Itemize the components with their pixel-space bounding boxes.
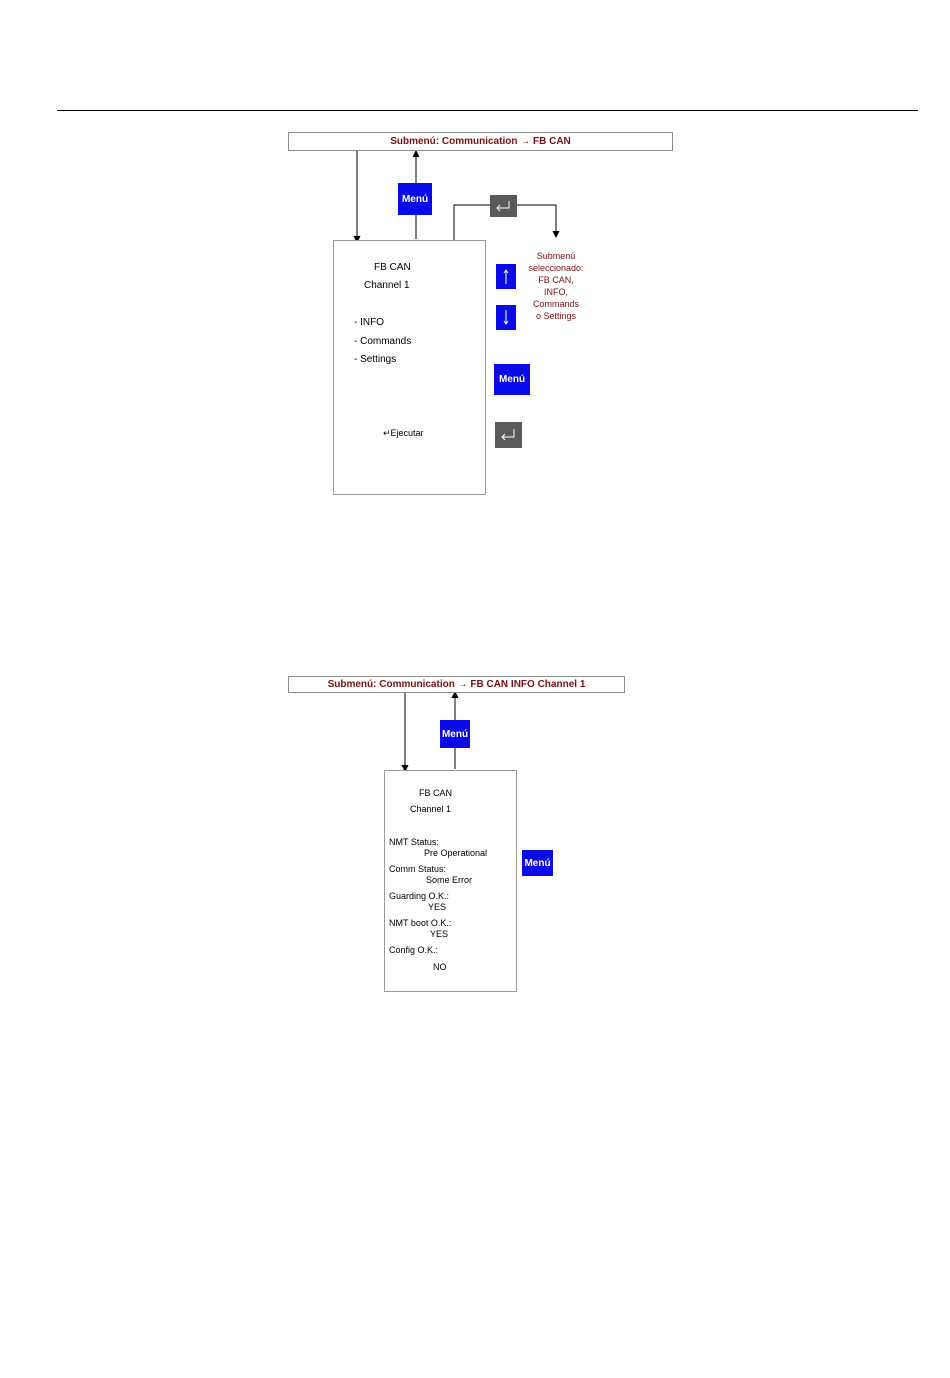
d2-field-value: Some Error [426, 875, 473, 885]
d2-field-value: YES [428, 902, 447, 912]
d1-menu-item-commands[interactable]: - Commands [354, 336, 412, 347]
d1-header: Submenú: Communication → FB CAN [288, 132, 673, 151]
d2-header: Submenú: Communication → FB CAN INFO Channel 1 [288, 676, 625, 693]
enter-icon [490, 195, 517, 217]
d1-menu-button[interactable]: Menú [398, 183, 432, 215]
d2-field-label: NMT Status: [389, 837, 439, 847]
d1-side-enter-button[interactable] [495, 422, 522, 448]
d1-side-menu-button[interactable]: Menú [494, 364, 530, 395]
d1-enter-line [454, 205, 491, 240]
d2-side-menu-button[interactable]: Menú [522, 850, 553, 876]
d2-screen [384, 770, 517, 992]
d1-execute-label: ↵Ejecutar [383, 428, 424, 438]
d1-screen-channel: Channel 1 [364, 280, 410, 291]
d1-screen [333, 240, 486, 495]
d2-field-label: NMT boot O.K.: [389, 918, 452, 928]
d2-screen-title: FB CAN [419, 788, 453, 798]
d2-field-value: NO [433, 962, 447, 972]
d1-menu-item-settings[interactable]: - Settings [354, 354, 397, 365]
d1-note-line [516, 205, 556, 235]
d1-menu-item-info[interactable]: - INFO [354, 317, 384, 328]
d1-screen-title: FB CAN [374, 262, 411, 273]
d2-menu-button[interactable]: Menú [440, 720, 470, 748]
d2-screen-channel: Channel 1 [410, 804, 452, 814]
d1-enter-button[interactable] [490, 195, 517, 217]
d2-field-value: YES [430, 929, 449, 939]
d2-field-label: Config O.K.: [389, 945, 439, 955]
d2-field-value: Pre Operational [424, 848, 488, 858]
d1-note: Submenú seleccionado: FB CAN, INFO, Commands o Settings [528, 251, 584, 321]
enter-icon [495, 422, 522, 448]
d2-field-label: Guarding O.K.: [389, 891, 450, 901]
d2-field-label: Comm Status: [389, 864, 447, 874]
